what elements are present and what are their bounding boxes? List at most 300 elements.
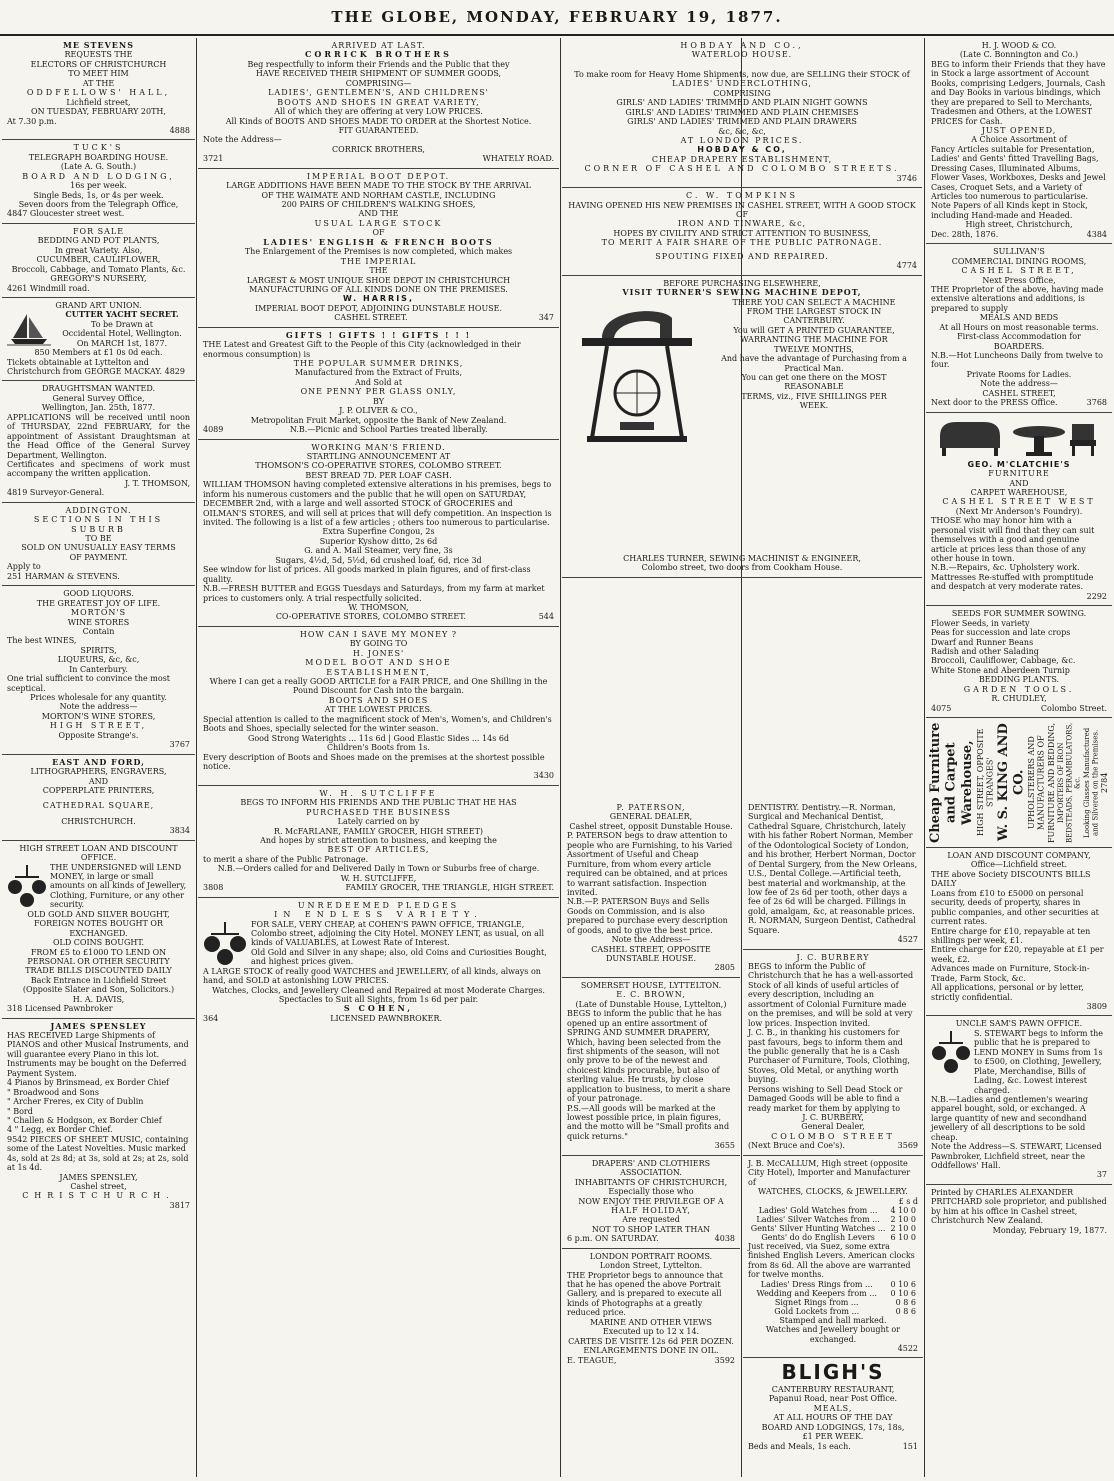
ad-title: ARRIVED AT LAST.: [331, 41, 426, 50]
column-5: [926, 38, 1112, 1479]
price-row: [748, 1307, 918, 1316]
ad-number: 364: [203, 1013, 219, 1023]
ad-number: 4522: [897, 1344, 918, 1353]
ad-text: BEST OF ARTICLES,: [327, 845, 430, 855]
ad-text: London Street, Lyttelton.: [599, 1261, 703, 1271]
ad-text: W. THOMSON,: [348, 602, 409, 612]
turner-ad: [562, 276, 922, 452]
ad-text: 850 Members at £1 0s 0d each.: [34, 348, 163, 358]
ad-text: LIQUEURS, &c, &c,: [57, 655, 140, 665]
ad-text: Private Rooms for Ladies.: [966, 369, 1072, 379]
ad-text: THE GREATEST JOY OF LIFE.: [36, 598, 161, 608]
ad-text: THE: [369, 266, 388, 276]
ad-title: BLIGH'S: [781, 1360, 885, 1385]
ad-text: TO MEET HIM: [68, 69, 129, 79]
ad-text: " Challen & Hodgson, ex Border Chief: [7, 1115, 162, 1125]
ad-text: GIRLS' AND LADIES' TRIMMED AND PLAIN DRAWERS: [627, 117, 857, 127]
ad-text: CHEAP DRAPERY ESTABLISHMENT,: [651, 154, 833, 164]
liquors-ad: [2, 586, 195, 754]
furniture-illustration: [931, 416, 1107, 460]
price-value: 2 10 0: [890, 1214, 916, 1224]
ad-text: Executed up to 12 x 14.: [602, 1327, 700, 1337]
ad-number: 37: [1096, 1170, 1107, 1180]
price-row: [748, 1233, 918, 1242]
ad-text: And hopes by strict attention to business, and keeping the: [260, 836, 497, 845]
ad-text: TWELVE MONTHS,: [774, 344, 854, 354]
ad-text: FAMILY GROCER, THE TRIANGLE, HIGH STREET.: [345, 883, 554, 893]
ad-text: LADIES', GENTLEMEN'S, AND CHILDRENS': [268, 88, 489, 98]
ad-number: 3592: [714, 1355, 735, 1365]
ad-text: J. B. McCALLUM, High street (opposite City Hotel), Importer and Manufacturer of: [748, 1158, 911, 1187]
ad-text: Sugars, 4½d, 5d, 5½d, 6d crushed loaf, 6d, rice 3d: [275, 555, 482, 565]
ad-text: In Canterbury.: [69, 664, 128, 674]
ad-text: SPOUTING FIXED AND REPAIRED.: [655, 251, 829, 261]
ad-text: HAVE RECEIVED THEIR SHIPMENT OF SUMMER GOODS,: [255, 69, 502, 79]
price-item: Gents' Silver Hunting Watches ...: [750, 1223, 886, 1233]
ad-title: FOR SALE: [72, 226, 125, 236]
sutcliffe-ad: [198, 786, 559, 898]
ad-text: CUCUMBER, CAULIFLOWER,: [36, 255, 161, 265]
ad-text: (Next Bruce and Coe's).: [748, 1141, 845, 1151]
king-ad: [926, 718, 1112, 848]
price-value: 0 8 6: [895, 1297, 916, 1307]
ad-text: BEFORE PURCHASING ELSEWHERE,: [663, 278, 821, 288]
ad-text: MANUFACTURING OF ALL KINDS DONE ON THE PREMISES.: [249, 284, 508, 294]
ad-text: All of which they are offering at very LOW PRICES.: [274, 107, 483, 117]
ad-text: COMPRISING—: [345, 78, 412, 88]
ad-text: All applications, personal or by letter, strictly confidential.: [931, 983, 1084, 1002]
ad-title: ADDINGTON.: [65, 505, 132, 515]
ad-text: OF: [372, 228, 385, 238]
price-item: Gold Lockets from ...: [774, 1306, 860, 1316]
price-item: Ladies' Dress Rings from ...: [760, 1279, 873, 1289]
ad-text: Colombo street, two doors from Cookham House.: [641, 563, 843, 573]
price-value: 0 10 6: [890, 1288, 916, 1298]
ad-text: A Choice Assortment of: [971, 135, 1067, 145]
ad-text: First-class Accommodation for BOARDERS.: [957, 332, 1081, 351]
ad-text: CARPET WAREHOUSE,: [970, 487, 1068, 497]
ad-text: IMPERIAL BOOT DEPOT, ADJOINING DUNSTABLE HOUSE.: [254, 303, 503, 313]
ad-text: ODDFELLOWS' HALL,: [26, 88, 171, 98]
ad-number: 4774: [896, 261, 917, 271]
ad-text: Cashel street, opposit Dunstable House.: [569, 821, 733, 831]
ad-number: 3767: [169, 740, 190, 750]
ad-text: One trial sufficient to convince the most sceptical.: [7, 674, 171, 693]
ad-text: Entire charge for £20, repayable at £1 per week, £2.: [931, 945, 1104, 964]
ad-text: CANTERBURY RESTAURANT,: [771, 1385, 895, 1395]
ad-text: Prices wholesale for any quantity.: [30, 693, 167, 702]
ad-number: 4527: [897, 935, 918, 945]
ad-text: ELECTORS OF CHRISTCHURCH: [30, 59, 167, 69]
ad-text: 16s per week.: [70, 181, 127, 191]
ad-text: CHRISTCHURCH.: [22, 1191, 175, 1201]
ad-text: Beg respectfully to inform their Friends and the Public that they: [247, 59, 510, 69]
ad-title: JAMES SPENSLEY: [50, 1020, 147, 1031]
ad-number: 2805: [714, 963, 735, 973]
ad-text: Manufactured from the Extract of Fruits,: [294, 368, 463, 378]
high-street-loan-ad: [2, 841, 195, 1019]
somerset-ad: [562, 978, 740, 1156]
ad-text: OF THE WAIMATE AND NORHAM CASTLE, INCLUDING: [261, 190, 496, 200]
ad-text: Where I can get a really GOOD ARTICLE for a FAIR PRICE, and One Shilling in the Pound Discount for Cash into the bargain.: [209, 677, 548, 696]
ad-text: MORTON'S: [70, 608, 127, 618]
ad-number: 3768: [1086, 398, 1107, 408]
ad-text: The Enlargement of the Premises is now completed, which makes: [244, 247, 513, 257]
wood-ad: [926, 38, 1112, 244]
ad-title: GEO. M'CLATCHIE'S: [967, 459, 1071, 469]
ad-text: Every description of Boots and Shoes made on the premises at the shortest possible notice.: [203, 752, 545, 771]
ad-text: N.B.—Picnic and School Parties treated liberally.: [289, 425, 488, 435]
price-value: 0 8 6: [895, 1306, 916, 1316]
imperial-boot-ad: [198, 169, 559, 328]
imprint: [926, 1185, 1112, 1239]
ad-text: N.B.—P. PATERSON Buys and Sells Goods on Commission, and is also prepared to purchase every description of goods, and to give the best price.: [567, 897, 728, 935]
ad-title: LONDON PORTRAIT ROOMS.: [589, 1251, 713, 1261]
ad-text: Note the address—: [59, 702, 138, 712]
ad-text: Especially those who: [608, 1187, 694, 1197]
column-rule: [924, 38, 925, 1477]
ad-text: (Opposite Slater and Son, Solicitors.): [22, 985, 175, 995]
ad-text: Children's Boots from 1s.: [327, 743, 430, 753]
ad-text: Certificates and specimens of work must accompany the written application.: [7, 459, 190, 479]
ad-text: Extra Superfine Congou, 2s: [322, 527, 435, 537]
ad-number: 3721: [203, 154, 224, 164]
ad-text: BEDDING PLANTS.: [978, 675, 1060, 685]
ad-text: High street, Christchurch,: [965, 220, 1073, 230]
ad-text: N.B.—Hot Luncheons Daily from twelve to four.: [931, 351, 1103, 370]
ad-text: £ s d: [898, 1196, 918, 1206]
ad-text: Peas for succession and late crops: [931, 628, 1071, 638]
column-rule: [560, 38, 561, 1477]
ad-text: Superior Kyshow ditto, 2s 6d: [319, 536, 438, 546]
ad-text: All Kinds of BOOTS AND SHOES MADE TO ORDER at the Shortest Notice.: [225, 116, 532, 126]
ad-text: THE Proprietor of the above, having made extensive alterations and additions, is prepared to supply: [931, 284, 1104, 313]
ad-text: FURNITURE: [988, 469, 1050, 479]
masthead: [0, 0, 1114, 36]
ad-text: " Bord: [7, 1106, 33, 1116]
ad-text: WARRANTING THE MACHINE FOR: [740, 335, 888, 345]
sullivan-ad: [926, 244, 1112, 412]
ad-text: E. TEAGUE,: [567, 1355, 617, 1365]
ad-text: CASHEL STREET WEST: [942, 497, 1096, 507]
gifts-ad: [198, 328, 559, 440]
ad-text: &c, &c, &c,: [718, 126, 766, 136]
ad-text: CORRICK BROTHERS,: [332, 144, 425, 154]
portrait-rooms-ad: [562, 1249, 740, 1369]
ad-number: 3430: [533, 771, 554, 781]
ad-text: Note the Address—: [203, 135, 282, 145]
yacht-illustration: [7, 311, 51, 347]
ad-text: 318 Licensed Pawnbroker: [7, 1004, 113, 1014]
ad-text: BOOTS AND SHOES IN GREAT VARIETY,: [277, 97, 480, 107]
ad-text: Fancy Articles suitable for Presentation, Ladies' and Gents' fitted Travelling Bags, Dressing Cases, Illuminated Albums, Flower Vases, Workboxes, Desks and Jewel Cases, Croquet Sets, and a Variety of Articles too numerous to particularise.: [931, 144, 1106, 201]
ad-text: CATHEDRAL SQUARE,: [42, 801, 155, 811]
ad-title: EAST AND FORD,: [52, 756, 145, 767]
ad-text: Office—Lichfield street.: [970, 860, 1068, 870]
dentistry-ad: [743, 800, 923, 950]
ad-text: LICENSED PAWNBROKER.: [330, 1013, 443, 1023]
ad-number: 3569: [897, 1141, 918, 1151]
ad-text: BEDDING AND POT PLANTS,: [37, 236, 160, 246]
ad-text: 4819 Surveyor-General.: [7, 488, 105, 498]
ad-text: JUST OPENED,: [981, 125, 1057, 135]
seeds-ad: [926, 606, 1112, 718]
ad-text: AT ALL HOURS OF THE DAY: [773, 1413, 893, 1423]
ad-text: R. CHUDLEY,: [991, 694, 1047, 704]
ad-title: WORKING MAN'S FRIEND.: [311, 442, 446, 452]
ad-text: Special attention is called to the magnificent stock of Men's, Women's, and Children's Boots and Shoes, specially selected for the winter season.: [203, 714, 552, 734]
ad-text: FROM £5 to £1000 TO LEND ON PERSONAL OR OTHER SECURITY: [27, 947, 170, 966]
ad-text: Flower Seeds, in variety: [931, 618, 1030, 628]
column-rule: [196, 38, 197, 1477]
ad-text: Note Papers of all Kinds kept in Stock, including Hand-made and Headed.: [931, 201, 1088, 220]
ad-text: HIGH STREET,: [49, 721, 148, 731]
ad-text: OLD COINS BOUGHT.: [52, 938, 145, 948]
ad-text: GARDEN TOOLS.: [963, 684, 1075, 694]
addington-ad: [2, 503, 195, 587]
ad-text: Seven doors from the Telegraph Office,: [18, 200, 179, 209]
ad-text: SPIRITS,: [80, 645, 117, 655]
ad-text: You will GET A PRINTED GUARANTEE,: [733, 325, 895, 335]
ad-text: H. JONES': [352, 648, 405, 658]
ad-text: IRON AND TINWARE, &c,: [677, 219, 807, 229]
ad-text: N.B.—Ladies and gentlemen's wearing apparel bought, sold, or exchanged. A large quantity of new and secondhand jewellery of all descriptions to be sold cheap.: [931, 1094, 1089, 1142]
ad-text: THERE YOU CAN SELECT A MACHINE: [732, 297, 896, 307]
ad-number: 3808: [203, 883, 224, 893]
ad-text: Back Entrance in Lichfield Street: [30, 975, 167, 985]
ad-text: THE Latest and Greatest Gift to the People of this City (acknowledged in their enormous consumption) is: [203, 340, 521, 359]
ad-text: " Broadwood and Sons: [7, 1087, 99, 1097]
ad-text: Advances made on Furniture, Stock-in-Trade, Farm Stock, &c.: [931, 964, 1090, 983]
ad-number: 3817: [169, 1200, 190, 1210]
forsale-ad: [2, 224, 195, 298]
ad-text: Broccoli, Cauliflower, Cabbage, &c.: [931, 656, 1076, 666]
ad-text: Loans from £10 to £5000 on personal security, deeds of property, shares in public companies, and other securities at current rates.: [931, 888, 1099, 927]
ad-text: BEGS TO INFORM HIS FRIENDS AND THE PUBLIC THAT HE HAS: [240, 798, 517, 808]
ad-text: ON TUESDAY, FEBRUARY 20TH,: [31, 107, 166, 117]
ad-text: N.B.—Orders called for and Delivered Daily in Town or Suburbs free of charge.: [217, 864, 540, 874]
ad-text: THOSE who may honor him with a personal visit will find that they can suit themselves with a good and genuine article at prices less than those of any other house in town.: [931, 516, 1095, 563]
price-value: 2 10 0: [890, 1223, 916, 1233]
ad-number: 4089: [203, 425, 224, 435]
ad-text: Next Press Office,: [982, 275, 1056, 285]
ad-text: Beds and Meals, 1s each.: [748, 1441, 851, 1451]
spensley-ad: [2, 1019, 195, 1215]
ad-title: W. H. SUTCLIFFE: [319, 788, 438, 798]
ad-text: Radish and other Salading: [931, 646, 1039, 656]
ad-title: UNREDEEMED PLEDGES: [297, 900, 460, 910]
ad-text: Entire charge for £10, repayable at ten shillings per week, £1.: [931, 926, 1091, 945]
ad-text: " Archer Freres, ex City of Dublin: [7, 1097, 144, 1107]
ad-text: Note the Address—: [611, 935, 691, 945]
ad-text: Are requested: [622, 1215, 680, 1225]
ad-text: MORTON'S WINE STORES,: [41, 711, 156, 721]
price-row: [748, 1298, 918, 1307]
ad-number: 3834: [169, 826, 190, 836]
price-value: 0 10 6: [890, 1279, 916, 1289]
ad-text: DENTISTRY. Dentistry.—R. Norman, Surgical and Mechanical Dentist, Cathedral Square, Christchurch, lately with his father Robert Norman, Member of the Odontological Society of London, and his brother, Herbert Norman, Doctor of Dental Surgery, from the New Orleans, U.S., Dental College.—Artificial teeth, best material and workmanship, at the low fee of 2s 6d per tooth, other days a fee of 2s 6d will be charged. Fillings in gold, amalgam, &c, at reasonable prices. R. NORMAN, Surgeon Dentist, Cathedral Square.: [748, 803, 918, 935]
ad-text: In great Variety. Also,: [54, 245, 143, 255]
ad-text: W. S. KING AND CO.: [995, 723, 1027, 842]
art-union-ad: [2, 298, 195, 382]
column-3-narrow: [562, 800, 740, 1479]
ad-number: 2292: [1086, 591, 1107, 601]
ad-text: BY: [372, 396, 385, 406]
ad-text: General Survey Office,: [52, 393, 145, 403]
ad-text: THE Proprietor begs to announce that that he has opened the above Portrait Gallery, and is prepared to execute all kinds of Photographs at a greatly reduced price.: [567, 1270, 723, 1318]
ad-text: JAMES SPENSLEY,: [59, 1172, 138, 1182]
ad-text: Tickets obtainable at Lyttelton and Christchurch from GEORGE MACKAY. 4829: [7, 357, 185, 376]
ad-text: AND: [88, 776, 109, 786]
ad-text: Old Gold and Silver in any shape; also, old Coins and Curiosities Bought, and highest prices given.: [251, 947, 547, 967]
ad-text: HIGH STREET, OPPOSITE STRANGES': [976, 728, 995, 837]
ad-text: J. C. BURBERY,: [802, 1113, 864, 1122]
ad-text: AND: [1009, 478, 1029, 488]
ad-text: Watches and Jewellery bought or exchanged.: [765, 1325, 901, 1344]
ad-text: J. C. B., in thanking his customers for past favours, begs to inform them and the public generally that he is a Cash Purchaser of Furniture, Tools, Clothing, Stoves, Old Metal, or anything worth buying.: [748, 1028, 910, 1085]
ad-text: Just received, via Suez, some extra finished English Levers. American clocks from 8s 6d. All the above are warranted for twelve months.: [748, 1241, 915, 1280]
ad-text: TRADE BILLS DISCOUNTED DAILY: [25, 966, 172, 976]
turner-footer: [562, 554, 922, 578]
ad-text: 6 p.m. ON SATURDAY.: [567, 1234, 659, 1244]
ad-text: Watches, Clocks, and Jewellery Cleaned and Repaired at most Moderate Charges.: [212, 985, 545, 995]
ad-text: AT THE: [82, 78, 115, 88]
ad-text: To make room for Heavy Home Shipments, now due, are SELLING their STOCK of: [574, 69, 910, 79]
paterson-ad: [562, 800, 740, 978]
ad-text: Persons wishing to Sell Dead Stock or Damaged Goods will be able to find a ready market for them by applying to: [748, 1084, 903, 1113]
price-row: [748, 1206, 918, 1215]
ad-text: IN ENDLESS VARIETY.: [274, 910, 483, 920]
price-item: Ladies' Silver Watches from ...: [756, 1214, 880, 1224]
ad-text: General Dealer,: [801, 1122, 865, 1132]
ad-text: Dec. 28th, 1876.: [931, 229, 999, 239]
column-2: [198, 38, 559, 1479]
price-table: [748, 1206, 918, 1242]
ad-text: HOPES BY CIVILITY AND STRICT ATTENTION TO BUSINESS,: [613, 228, 871, 238]
ad-text: N.B.—FRESH BUTTER and EGGS Tuesdays and Saturdays, from my farm at market prices to customers only. A trial respectfully solicited.: [203, 584, 545, 603]
ad-title: W. HARRIS,: [343, 294, 414, 304]
ad-text: White Stone and Aberdeen Turnip: [931, 665, 1070, 675]
ad-text: BEST BREAD 7D. PER LOAF CASH.: [305, 470, 452, 480]
ad-text: LARGE ADDITIONS HAVE BEEN MADE TO THE STOCK BY THE ARRIVAL: [226, 181, 531, 191]
ad-text: OLD GOLD AND SILVER BOUGHT, FOREIGN NOTES BOUGHT OR EXCHANGED.: [27, 909, 170, 938]
ad-text: G. and A. Mail Steamer, very fine, 3s: [304, 546, 453, 556]
hobday-ad: [562, 38, 922, 188]
ad-title: TUCK'S: [73, 143, 124, 153]
ad-text: MODEL BOOT AND SHOE: [305, 658, 452, 668]
ad-title: HOBDAY AND CO.,: [680, 41, 804, 50]
ad-text: The best WINES,: [7, 636, 77, 646]
ad-text: Lately carried on by: [337, 817, 420, 827]
ad-text: Contain: [82, 626, 115, 636]
ad-text: CORNER OF CASHEL AND COLOMBO STREETS.: [584, 164, 900, 174]
ad-text: GREGORY'S NURSERY,: [50, 274, 147, 284]
ad-title: VISIT TURNER'S SEWING MACHINE DEPOT,: [622, 287, 862, 298]
ad-text: STARTLING ANNOUNCEMENT AT: [306, 451, 451, 461]
ad-text: THOMSON'S CO-OPERATIVE STORES, COLOMBO STREET.: [255, 461, 502, 471]
ad-text: LARGEST & MOST UNIQUE SHOE DEPOT IN CHRISTCHURCH: [246, 275, 511, 285]
ad-number: 3809: [1086, 1002, 1107, 1011]
ad-text: NOT TO SHOP LATER THAN: [591, 1224, 711, 1234]
ad-number: 347: [538, 313, 554, 323]
sewing-machine-illustration: [567, 298, 707, 448]
ad-text: (Late of Dunstable House, Lyttelton,): [575, 999, 727, 1009]
ad-text: MEALS,: [813, 1403, 853, 1413]
ad-text: FURNITURE AND BEDDING,: [1046, 722, 1056, 843]
ad-text: THE above Society DISCOUNTS BILLS DAILY: [931, 869, 1091, 889]
ad-text: CUTTER YACHT SECRET.: [65, 309, 179, 320]
ad-text: Papanui Road, near Post Office.: [768, 1394, 898, 1404]
ad-text: A LARGE STOCK of really good WATCHES and JEWELLERY, of all kinds, always on hand, and SOLD at astonishing LOW PRICES.: [203, 966, 541, 986]
burbery-ad: [743, 950, 923, 1156]
ad-number: 151: [902, 1441, 918, 1451]
ad-text: INHABITANTS OF CHRISTCHURCH,: [574, 1177, 728, 1187]
bligh-ad: [743, 1358, 923, 1455]
draughtsman-ad: [2, 381, 195, 502]
ad-text: Broccoli, Cabbage, and Tomato Plants, &c.: [11, 264, 186, 274]
ad-text: BOARD AND LODGINGS, 17s, 18s,: [761, 1422, 905, 1432]
ad-text: Cashel street,: [70, 1182, 127, 1191]
ad-text: COMMERCIAL DINING ROOMS,: [951, 256, 1087, 266]
column-1: [2, 38, 195, 1479]
ad-text: Which, having been selected from the first shipments of the season, will not only prove to be of the newest and choicest kinds procurable, but also of sterling value. He trusts, by close application to business, to merit a share of your patronage.: [567, 1037, 731, 1104]
ad-text: GENERAL DEALER,: [609, 812, 693, 822]
ad-text: COLOMBO STREET: [771, 1131, 895, 1141]
ad-number: 4888: [169, 125, 190, 135]
working-mans-friend-ad: [198, 440, 559, 627]
mclatchie-ad: [926, 413, 1112, 607]
ad-text: At 7.30 p.m.: [7, 116, 57, 126]
price-value: 4 10 0: [890, 1205, 916, 1215]
ad-title: C. W. TOMPKINS: [686, 191, 798, 201]
ad-title: DRAUGHTSMAN WANTED.: [41, 384, 156, 394]
ad-text: J. P. OLIVER & CO.,: [339, 406, 418, 416]
masthead-title: THE GLOBE, MONDAY, FEBRUARY 19, 1877.: [331, 8, 783, 26]
ad-text: Stamped and hall marked.: [779, 1315, 887, 1325]
ad-text: COMPRISING: [713, 88, 771, 98]
price-item: Ladies' Gold Watches from ...: [758, 1205, 878, 1215]
ad-title: LOAN AND DISCOUNT COMPANY,: [947, 851, 1091, 860]
ad-text: REQUESTS THE: [64, 50, 133, 60]
ad-text: THE POPULAR SUMMER DRINKS,: [293, 359, 464, 368]
pawnbroker-balls-illustration: [203, 920, 247, 966]
ad-text: (Next Mr Anderson's Foundry).: [955, 506, 1083, 516]
ad-text: TO BE: [85, 534, 112, 543]
ad-text: CANTERBURY.: [783, 316, 845, 326]
ad-text: WATERLOO HOUSE.: [691, 50, 793, 60]
ad-text: 9542 PIECES OF SHEET MUSIC, containing some of the Latest Novelties. Music marked 4s, sold at 2s 8d; at 3s, sold at 2s; at 2s, sold at 1s 4d.: [7, 1134, 189, 1173]
ad-text: See window for list of prices. All goods marked in plain figures, and of first-class quality.: [203, 565, 531, 584]
ad-text: SECTIONS IN THIS SUBURB: [33, 515, 164, 534]
ad-text: CASHEL STREET, OPPOSITE DUNSTABLE HOUSE.: [591, 944, 711, 963]
ad-text: SOLD ON UNUSUALLY EASY TERMS: [21, 543, 176, 553]
ad-text: TERMS, viz., FIVE SHILLINGS PER: [741, 391, 887, 401]
ad-text: At all Hours on most reasonable terms.: [939, 322, 1099, 332]
ad-text: Note the Address—S. STEWART, Licensed Pawnbroker, Lichfield street, near the Oddfellows' Hall.: [931, 1142, 1102, 1170]
ad-text: Good Strong Waterights ... 11s 6d | Good Elastic Sides ... 14s 6d: [247, 733, 510, 743]
tucks-ad: [2, 140, 195, 224]
ad-text: LADIES' UNDERCLOTHING,: [672, 79, 812, 89]
ad-number: 544: [538, 612, 554, 622]
ad-text: HAVING OPENED HIS NEW PREMISES IN CASHEL STREET, WITH A GOOD STOCK OF: [568, 200, 916, 219]
imprint-date: Monday, February 19, 1877.: [992, 1225, 1107, 1235]
ad-text: HALF HOLIDAY,: [611, 1205, 691, 1215]
ad-text: Wellington, Jan. 25th, 1877.: [41, 403, 156, 413]
ad-text: CARTES DE VISITE 12s 6d PER DOZEN.: [568, 1336, 734, 1346]
ad-text: You can get one there on the MOST REASONABLE: [741, 373, 887, 392]
ad-text: WHATELY ROAD.: [482, 154, 554, 164]
pawnbroker-balls-illustration: [931, 1029, 971, 1075]
